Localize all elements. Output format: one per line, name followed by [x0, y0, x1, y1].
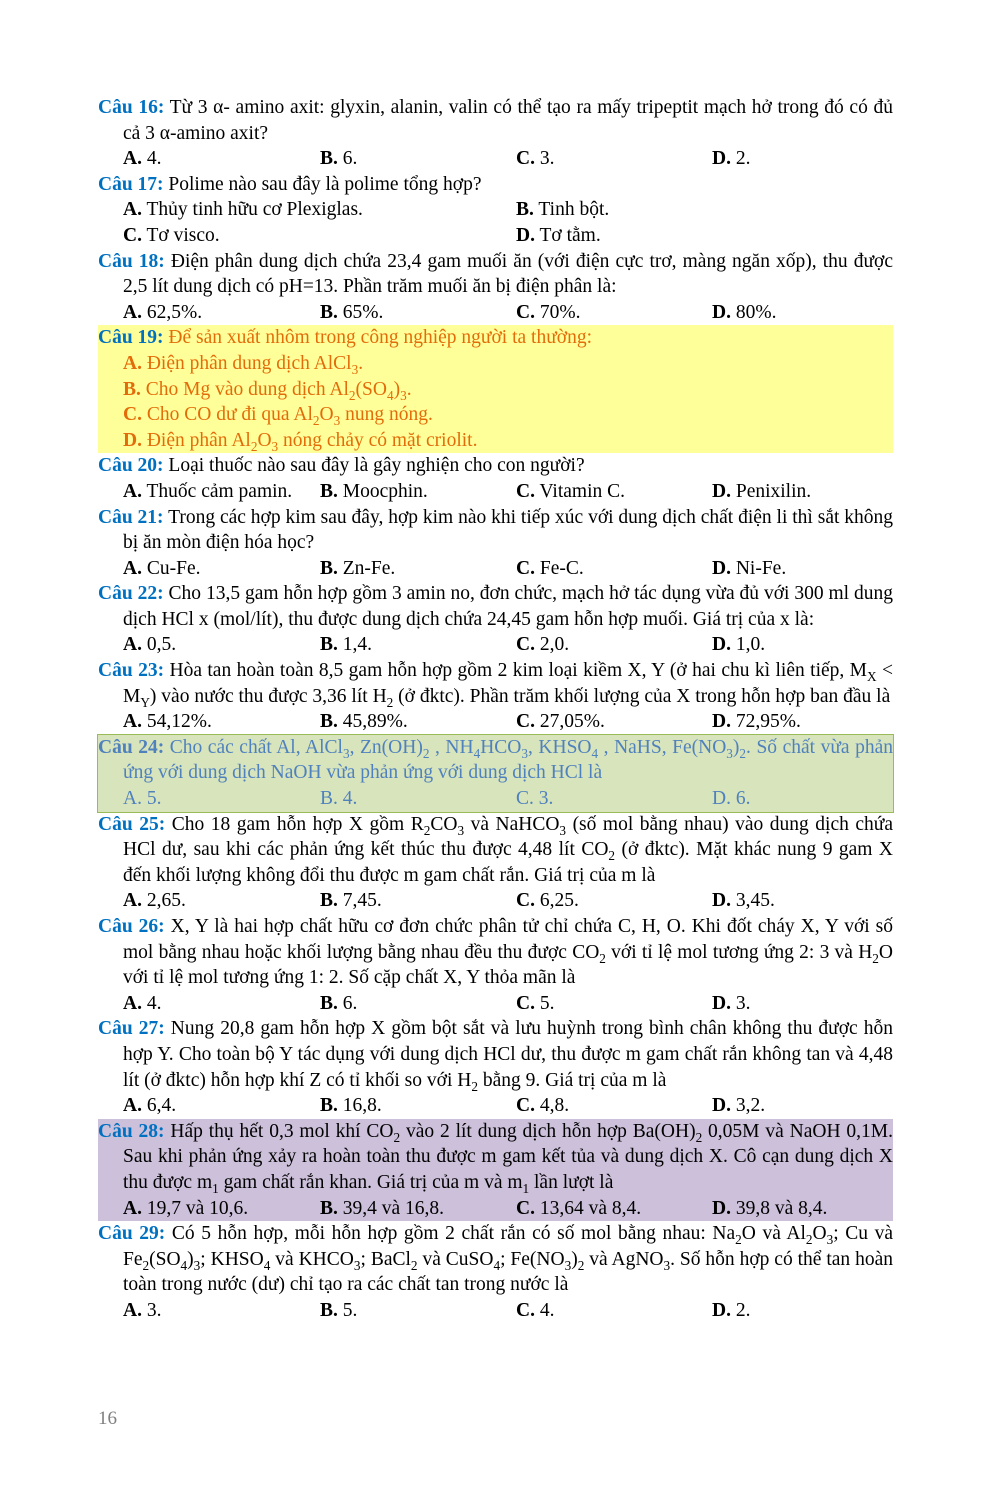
answer-option-c[interactable] — [516, 991, 712, 1017]
option-letter: D. — [712, 634, 731, 656]
option-text: 65%. — [342, 301, 384, 323]
answer-option-c[interactable] — [516, 1093, 712, 1119]
question-17 — [98, 172, 893, 249]
answer-options — [98, 632, 893, 658]
option-text: 2,0. — [539, 634, 570, 656]
answer-options — [98, 991, 893, 1017]
option-text: 70%. — [539, 301, 581, 323]
answer-option-d[interactable] — [712, 300, 908, 326]
question-21 — [98, 505, 893, 582]
question-label: Câu 26: — [98, 916, 165, 937]
question-text: Có 5 hỗn hợp, mỗi hỗn hợp gồm 2 chất rắn có số mol bằng nhau: $Na_2O$ và $Al_2O_3$; Cu và $Fe_2(SO_4)_3$; $KHSO_4$ và $KHCO_3$; BaCl$_2$ và CuSO$_4$; $Fe(NO_3)_2$ và AgNO$_3$. Số hỗn hợp có thể tan hoàn toàn trong nước (dư) chỉ tạo ra các chất tan trong nước là — [123, 1223, 893, 1296]
option-letter: A. — [123, 301, 142, 323]
option-letter: D. — [712, 992, 731, 1014]
answer-option-c[interactable] — [516, 479, 712, 505]
option-letter: D. — [123, 429, 142, 451]
answer-option-c[interactable] — [516, 300, 712, 326]
question-text: Hòa tan hoàn toàn 8,5 gam hỗn hợp gồm 2 kim loại kiềm X, Y (ở hai chu kì liên tiếp, $M_X < M_Y$) vào nước thu được 3,36 lít $H_2$ (ở đktc). Phần trăm khối lượng của X trong hỗn hợp ban đầu là — [123, 660, 893, 710]
answer-option-c[interactable] — [123, 223, 516, 249]
answer-option-c[interactable] — [516, 888, 712, 914]
option-letter: A. — [123, 1095, 142, 1117]
answer-option-c[interactable] — [516, 1298, 712, 1324]
question-25 — [98, 812, 893, 914]
option-text: 39,8 và 8,4. — [735, 1197, 828, 1219]
question-24 — [98, 735, 893, 812]
option-text: 4. — [146, 148, 162, 170]
option-text: Fe-C. — [539, 557, 584, 579]
answer-option-b[interactable] — [320, 786, 516, 812]
answer-option-d[interactable] — [712, 786, 908, 812]
option-letter: B. — [320, 788, 338, 810]
answer-option-a[interactable] — [123, 197, 516, 223]
option-letter: B. — [320, 557, 338, 579]
answer-option-b[interactable] — [320, 632, 516, 658]
option-letter: D. — [712, 711, 731, 733]
answer-option-a[interactable] — [123, 556, 320, 582]
question-stem — [98, 95, 893, 146]
option-text: Thủy tinh hữu cơ Plexiglas. — [146, 199, 363, 221]
question-text: Để sản xuất nhôm trong công nghiệp người ta thường: — [168, 327, 592, 349]
answer-option-b[interactable] — [320, 556, 516, 582]
answer-options — [98, 888, 893, 914]
question-stem — [98, 249, 893, 300]
answer-option-a[interactable] — [123, 1093, 320, 1119]
option-text: 62,5%. — [146, 301, 203, 323]
question-label: Câu 16: — [98, 97, 165, 118]
question-stem — [98, 453, 893, 479]
answer-option-d[interactable] — [712, 888, 908, 914]
question-stem — [98, 658, 893, 709]
answer-option-a[interactable] — [123, 146, 320, 172]
answer-option-d[interactable] — [712, 632, 908, 658]
option-text: Tơ visco. — [146, 224, 220, 246]
question-label: Câu 21: — [98, 506, 164, 528]
option-text: 6. — [735, 788, 751, 810]
answer-option-d[interactable] — [516, 223, 909, 249]
question-stem — [98, 581, 893, 632]
option-text: 13,64 và 8,4. — [539, 1197, 642, 1219]
answer-option-b[interactable] — [320, 479, 516, 505]
option-text: Điện phân $Al_2O_3$ nóng chảy có mặt criolit. — [146, 429, 478, 454]
option-text: 3. — [538, 788, 554, 810]
answer-options — [98, 1298, 893, 1324]
answer-option-d[interactable] — [712, 146, 908, 172]
option-text: 16,8. — [342, 1095, 382, 1117]
answer-option-b[interactable] — [320, 146, 516, 172]
option-letter: C. — [516, 1197, 535, 1219]
question-text: Hấp thụ hết 0,3 mol khí $CO_2$ vào 2 lít dung dịch hỗn hợp $Ba(OH)_2$ 0,05M và NaOH 0,1M. Sau khi phản ứng xảy ra hoàn toàn thu được m gam kết tủa và dung dịch X. Cô cạn dung dịch X thu được $m_1$ gam chất rắn khan. Giá trị của m và $m_1$ lần lượt là — [123, 1120, 893, 1196]
option-text: 4,8. — [539, 1095, 570, 1117]
option-text: 6,4. — [146, 1095, 177, 1117]
answer-option-d[interactable] — [712, 709, 908, 735]
option-letter: C. — [516, 634, 535, 656]
question-stem — [98, 914, 893, 991]
option-text: 5. — [342, 1299, 358, 1321]
answer-option-d[interactable] — [712, 1298, 908, 1324]
question-label: Câu 18: — [98, 250, 165, 272]
question-text: Cho 13,5 gam hỗn hợp gồm 3 amin no, đơn chức, mạch hở tác dụng vừa đủ với 300 ml dung dịch HCl x (mol/lít), thu được dung dịch chứa 24,45 gam hỗn hợp muối. Giá trị của x là: — [123, 583, 894, 630]
option-letter: D. — [712, 1299, 731, 1321]
answer-option-c[interactable] — [516, 709, 712, 735]
option-text: Moocphin. — [342, 480, 428, 502]
option-text: Vitamin C. — [539, 480, 625, 502]
option-letter: D. — [712, 301, 731, 323]
option-letter: A. — [123, 788, 142, 810]
answer-option-b[interactable] — [123, 377, 893, 403]
question-stem — [98, 1119, 893, 1196]
option-letter: D. — [712, 890, 731, 912]
option-letter: C. — [123, 404, 142, 426]
option-letter: A. — [123, 992, 142, 1014]
answer-option-d[interactable] — [712, 1093, 908, 1119]
option-text: Tơ tằm. — [539, 224, 601, 246]
answer-options — [98, 1196, 893, 1222]
option-letter: B. — [320, 711, 338, 733]
question-text: Cho 18 gam hỗn hợp X gồm $R_2CO_3$ và NaHCO$_3$ (số mol bằng nhau) vào dung dịch chứa HCl dư, sau khi các phản ứng kết thúc thu được 4,48 lít $CO_2$ (ở đktc). Mặt khác nung 9 gam X đến khối lượng không đổi thu được m gam chất rắn. Giá trị của m là — [123, 813, 893, 886]
answer-option-b[interactable] — [320, 300, 516, 326]
option-text: Cu-Fe. — [146, 557, 201, 579]
option-text: 19,7 và 10,6. — [146, 1197, 249, 1219]
option-text: 0,5. — [146, 634, 177, 656]
option-letter: D. — [712, 480, 731, 502]
question-label: Câu 19: — [98, 327, 164, 349]
answer-option-a[interactable] — [123, 991, 320, 1017]
option-letter: D. — [712, 788, 731, 810]
question-18 — [98, 249, 893, 326]
option-letter: A. — [123, 557, 142, 579]
option-letter: B. — [516, 199, 534, 221]
question-label: Câu 24: — [98, 736, 165, 758]
option-letter: D. — [712, 1197, 731, 1219]
question-stem — [98, 812, 893, 889]
question-19 — [98, 325, 893, 453]
option-letter: B. — [320, 480, 338, 502]
answer-option-b[interactable] — [320, 1196, 516, 1222]
option-letter: A. — [123, 199, 142, 221]
option-letter: C. — [516, 480, 535, 502]
answer-option-a[interactable] — [123, 351, 893, 377]
option-letter: B. — [320, 1197, 338, 1219]
question-label: Câu 22: — [98, 583, 164, 605]
option-letter: C. — [516, 148, 535, 170]
option-letter: B. — [320, 890, 338, 912]
question-label: Câu 29: — [98, 1223, 166, 1245]
option-letter: C. — [516, 557, 535, 579]
answer-option-c[interactable] — [123, 402, 893, 428]
option-letter: C. — [123, 224, 142, 246]
question-28 — [98, 1119, 893, 1221]
question-text: Polime nào sau đây là polime tổng hợp? — [168, 173, 482, 195]
option-letter: D. — [516, 224, 535, 246]
question-text: Loại thuốc nào sau đây là gây nghiện cho con người? — [168, 455, 585, 477]
option-text: 2. — [735, 1299, 751, 1321]
answer-options — [98, 709, 893, 735]
option-text: 27,05%. — [539, 711, 605, 733]
answer-options — [98, 197, 893, 248]
answer-option-b[interactable] — [320, 1298, 516, 1324]
answer-option-b[interactable] — [320, 1093, 516, 1119]
option-text: Tinh bột. — [538, 199, 610, 221]
answer-option-b[interactable] — [516, 197, 909, 223]
option-text: Penixilin. — [735, 480, 812, 502]
option-letter: B. — [320, 301, 338, 323]
option-letter: B. — [320, 148, 338, 170]
option-letter: C. — [516, 1299, 535, 1321]
question-label: Câu 28: — [98, 1120, 165, 1142]
answer-option-a[interactable] — [123, 479, 320, 505]
answer-option-a[interactable] — [123, 300, 320, 326]
answer-options — [98, 1093, 893, 1119]
answer-options — [98, 479, 893, 505]
question-stem — [98, 1221, 893, 1298]
option-text: 39,4 và 16,8. — [342, 1197, 445, 1219]
option-letter: D. — [712, 148, 731, 170]
question-16 — [98, 95, 893, 172]
answer-option-a[interactable] — [123, 888, 320, 914]
answer-option-a[interactable] — [123, 709, 320, 735]
question-29 — [98, 1221, 893, 1323]
answer-option-c[interactable] — [516, 786, 712, 812]
option-letter: B. — [320, 992, 338, 1014]
option-text: Cho Mg vào dung dịch $Al_2(SO_4)_3$. — [145, 378, 412, 403]
question-text: X, Y là hai hợp chất hữu cơ đơn chức phân tử chỉ chứa C, H, O. Khi đốt cháy X, Y với số mol bằng nhau hoặc khối lượng bằng nhau đều thu được $CO_2$ với tỉ lệ mol tương ứng 2: 3 và $H_2O$ với tỉ lệ mol tương ứng 1: 2. Số cặp chất X, Y thỏa mãn là — [123, 916, 894, 989]
question-page — [98, 95, 893, 1324]
answer-option-a[interactable] — [123, 786, 320, 812]
question-label: Câu 27: — [98, 1018, 165, 1040]
answer-option-d[interactable] — [712, 991, 908, 1017]
option-text: 5. — [539, 992, 555, 1014]
question-22 — [98, 581, 893, 658]
page-number: 16 — [98, 1408, 117, 1429]
option-letter: B. — [320, 1095, 338, 1117]
question-text: Từ 3 α- amino axit: glyxin, alanin, valin có thể tạo ra mấy tripeptit mạch hở trong đó có đủ cả 3 α-amino axit? — [123, 97, 893, 144]
option-text: 3. — [735, 992, 751, 1014]
question-text: Trong các hợp kim sau đây, hợp kim nào khi tiếp xúc với dung dịch chất điện li thì sắt không bị ăn mòn điện hóa học? — [123, 506, 894, 554]
option-letter: A. — [123, 890, 142, 912]
answer-options — [98, 146, 893, 172]
option-text: 4. — [146, 992, 162, 1014]
answer-option-a[interactable] — [123, 1298, 320, 1324]
option-letter: D. — [712, 557, 731, 579]
question-26 — [98, 914, 893, 1016]
option-text: Thuốc cảm pamin. — [146, 480, 293, 502]
answer-options — [98, 786, 893, 812]
question-label: Câu 20: — [98, 455, 164, 477]
option-text: 6. — [342, 148, 358, 170]
answer-option-a[interactable] — [123, 632, 320, 658]
question-stem — [98, 1016, 893, 1093]
option-text: Ni-Fe. — [735, 557, 787, 579]
question-label: Câu 25: — [98, 813, 166, 835]
question-stem — [98, 505, 893, 556]
option-text: 2,65. — [146, 890, 186, 912]
answer-option-d[interactable] — [712, 556, 908, 582]
question-stem — [98, 325, 893, 351]
option-letter: A. — [123, 352, 142, 374]
option-text: 72,95%. — [735, 711, 801, 733]
option-letter: C. — [516, 992, 535, 1014]
option-text: 5. — [146, 788, 162, 810]
option-letter: B. — [320, 1299, 338, 1321]
option-text: 45,89%. — [342, 711, 408, 733]
option-text: 3. — [539, 148, 555, 170]
option-letter: C. — [516, 788, 534, 810]
option-letter: B. — [320, 634, 338, 656]
answer-option-c[interactable] — [516, 146, 712, 172]
option-text: Điện phân dung dịch AlCl$_3$. — [146, 352, 364, 377]
option-letter: A. — [123, 634, 142, 656]
answer-option-c[interactable] — [516, 632, 712, 658]
option-letter: A. — [123, 711, 142, 733]
answer-option-b[interactable] — [320, 709, 516, 735]
option-letter: C. — [516, 890, 535, 912]
option-text: 2. — [735, 148, 751, 170]
question-text: Cho các chất Al, AlCl$_3$, $Zn(OH)_2$ , $NH_4HCO_3$, $KHSO_4$ , NaHS, $Fe(NO_3)_2$. Số chất vừa phản ứng với dung dịch NaOH vừa phản ứng với dung dịch HCl là — [123, 736, 894, 784]
answer-option-d[interactable] — [712, 1196, 908, 1222]
question-20 — [98, 453, 893, 504]
question-stem — [98, 172, 893, 198]
answer-options — [98, 300, 893, 326]
option-text: Zn-Fe. — [342, 557, 396, 579]
question-label: Câu 23: — [98, 660, 165, 682]
answer-option-d[interactable] — [712, 479, 908, 505]
answer-options — [98, 351, 893, 453]
option-text: 54,12%. — [146, 711, 212, 733]
question-27 — [98, 1016, 893, 1118]
option-letter: A. — [123, 480, 142, 502]
option-text: 3,2. — [735, 1095, 766, 1117]
option-text: 1,4. — [342, 634, 373, 656]
option-letter: A. — [123, 148, 142, 170]
option-letter: C. — [516, 301, 535, 323]
option-text: 1,0. — [735, 634, 766, 656]
option-text: 4. — [539, 1299, 555, 1321]
option-text: 7,45. — [342, 890, 382, 912]
question-label: Câu 17: — [98, 173, 164, 195]
question-text: Nung 20,8 gam hỗn hợp X gồm bột sắt và lưu huỳnh trong bình chân không thu được hỗn hợp Y. Cho toàn bộ Y tác dụng với dung dịch HCl dư, thu được m gam chất rắn không tan và 4,48 lít (ở đktc) hỗn hợp khí Z có tỉ khối so với $H_2$ bằng 9. Giá trị của m là — [123, 1018, 894, 1094]
option-text: 6. — [342, 992, 358, 1014]
question-stem — [98, 735, 893, 786]
question-text: Điện phân dung dịch chứa 23,4 gam muối ăn (với điện cực trơ, màng ngăn xốp), thu được 2,5 lít dung dịch có pH=13. Phần trăm muối ăn bị điện phân là: — [123, 250, 894, 298]
question-23 — [98, 658, 893, 735]
option-letter: C. — [516, 711, 535, 733]
option-text: 80%. — [735, 301, 777, 323]
answer-option-c[interactable] — [516, 1196, 712, 1222]
option-text: 3,45. — [735, 890, 775, 912]
option-letter: B. — [123, 378, 141, 400]
option-text: 4. — [342, 788, 358, 810]
answer-option-b[interactable] — [320, 888, 516, 914]
option-letter: C. — [516, 1095, 535, 1117]
answer-option-a[interactable] — [123, 1196, 320, 1222]
option-letter: A. — [123, 1299, 142, 1321]
option-text: 6,25. — [539, 890, 579, 912]
answer-option-c[interactable] — [516, 556, 712, 582]
answer-option-d[interactable] — [123, 428, 893, 454]
answer-options — [98, 556, 893, 582]
option-text: Cho CO dư đi qua $Al_2O_3$ nung nóng. — [146, 404, 433, 429]
answer-option-b[interactable] — [320, 991, 516, 1017]
option-letter: A. — [123, 1197, 142, 1219]
option-letter: D. — [712, 1095, 731, 1117]
option-text: 3. — [146, 1299, 162, 1321]
